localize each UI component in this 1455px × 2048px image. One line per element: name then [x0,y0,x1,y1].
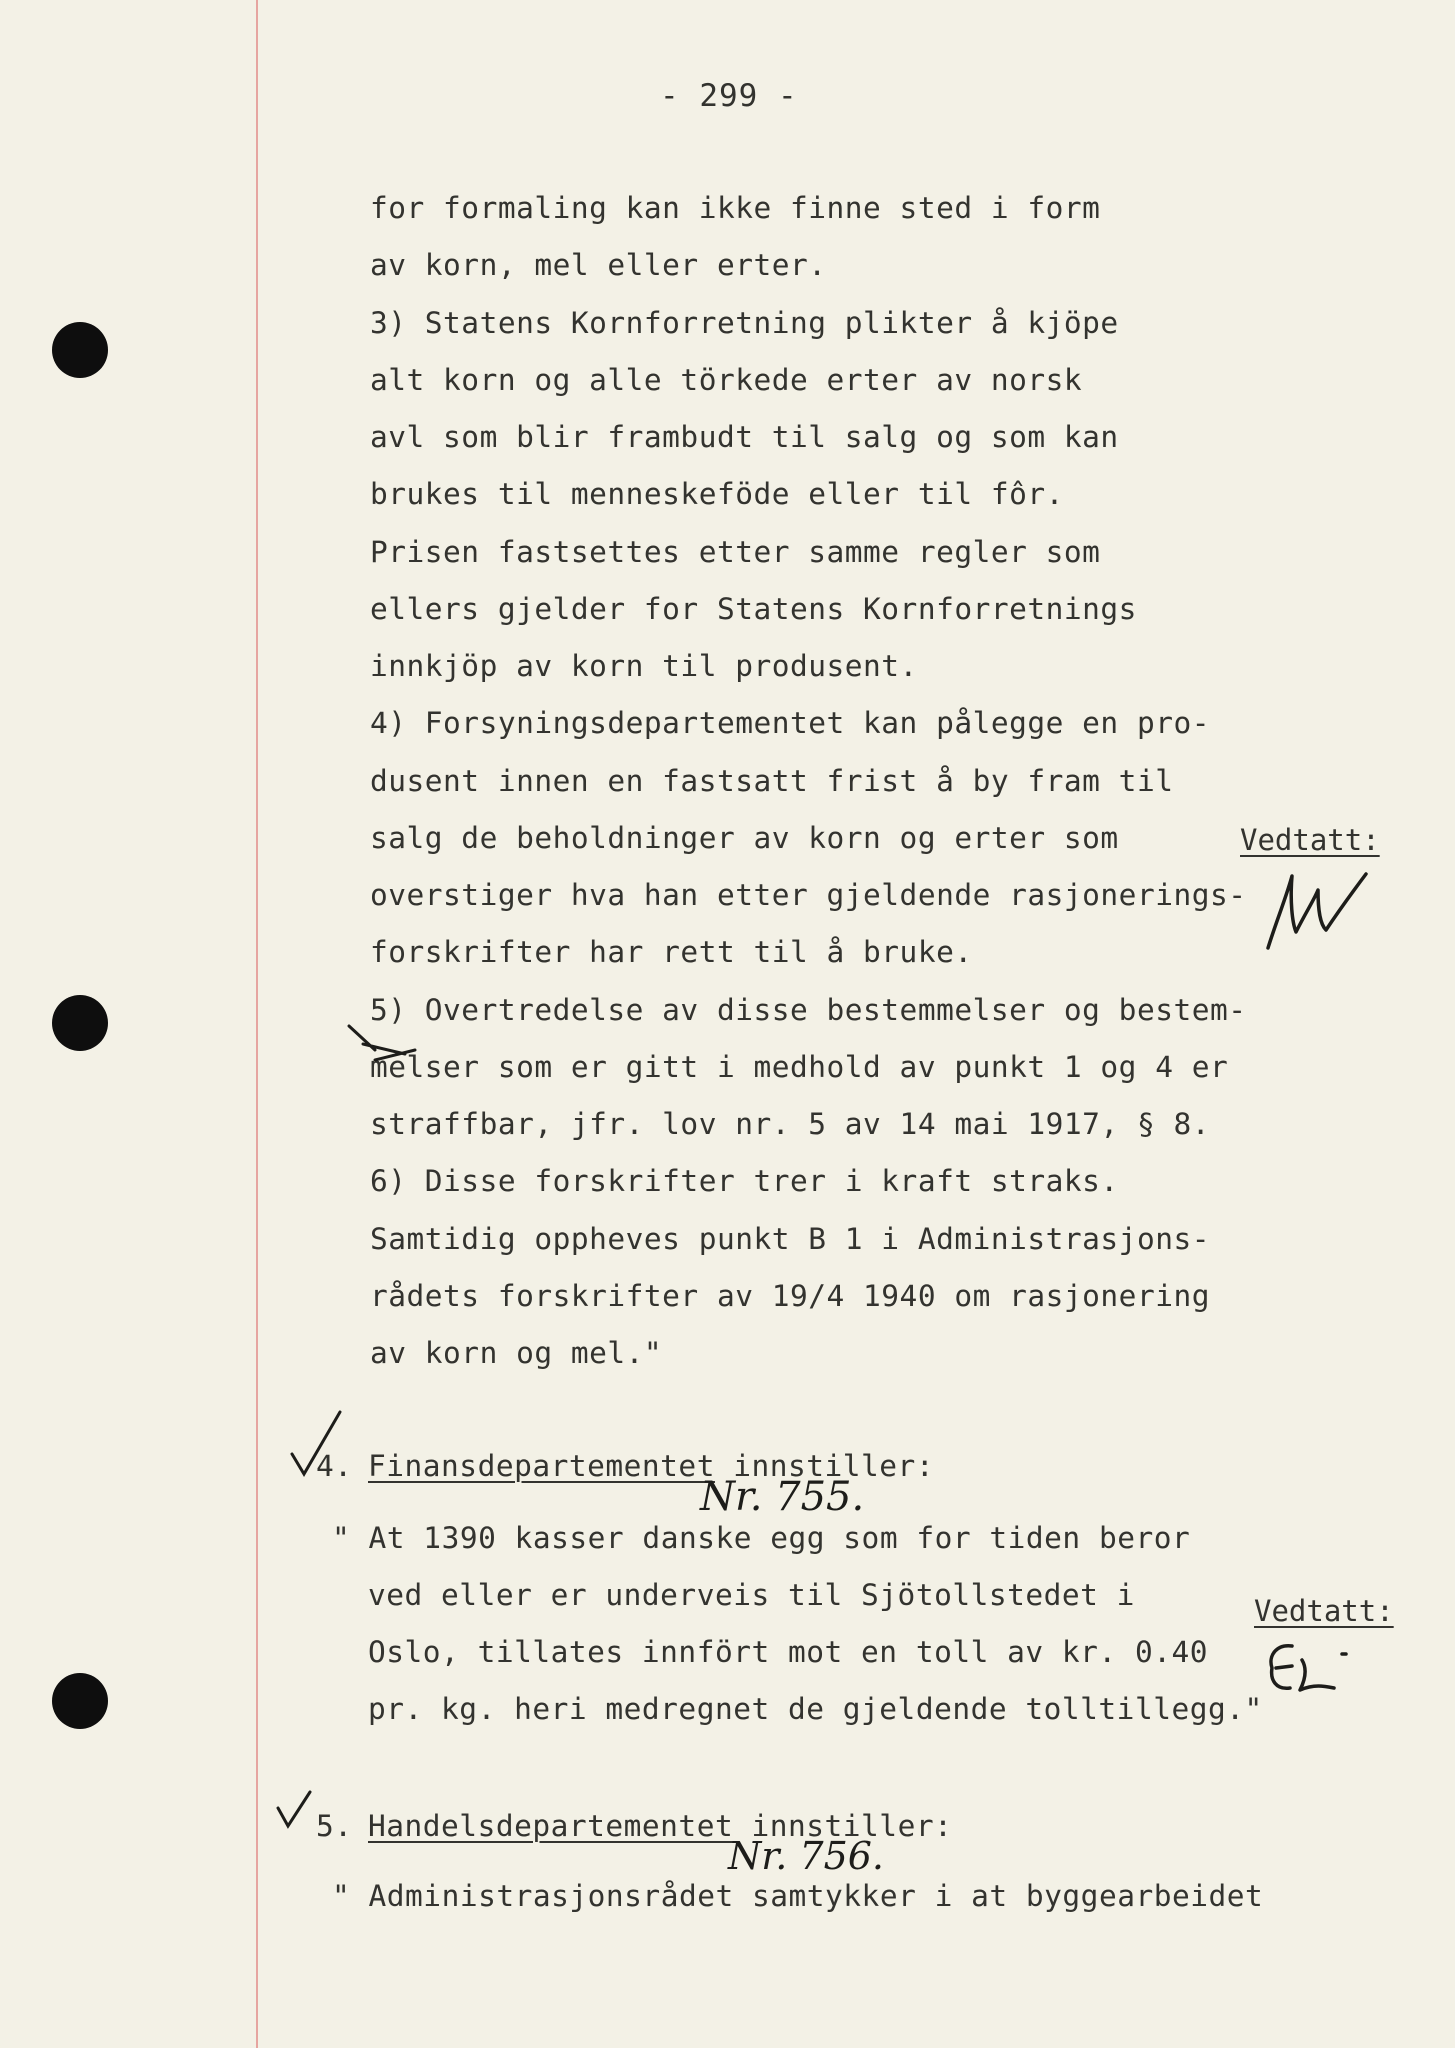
department-name: Handelsdepartementet [368,1809,734,1843]
check-mark-icon [276,1790,312,1830]
punch-hole [52,322,108,378]
handwritten-initials [1262,872,1372,952]
text-line: " At 1390 kasser danske egg som for tiden beror [332,1521,1191,1555]
vedtatt-label: Vedtatt: [1254,1594,1394,1628]
text-line: 4) Forsyningsdepartementet kan pålegge en pro- [370,706,1210,740]
text-line: dusent innen en fastsatt frist å by fram til [370,764,1174,798]
handwritten-case-number: Nr. 756. [728,1834,885,1878]
text-line: overstiger hva han etter gjeldende rasjonerings- [370,878,1247,912]
handwritten-case-number: Nr. 755. [700,1474,865,1520]
heading-verb: innstiller: [733,1809,953,1843]
text-line: Prisen fastsettes etter samme regler som [370,535,1101,569]
text-line: ellers gjelder for Statens Kornforretnings [370,592,1137,626]
text-line: melser som er gitt i medhold av punkt 1 og 4 er [370,1050,1229,1084]
text-line: forskrifter har rett til å bruke. [370,935,973,969]
text-line: for formaling kan ikke finne sted i form [370,191,1101,225]
text-line: pr. kg. heri medregnet de gjeldende tolltillegg." [368,1692,1263,1726]
heading-verb: innstiller: [714,1449,935,1483]
text-line: straffbar, jfr. lov nr. 5 av 14 mai 1917, § 8. [370,1107,1210,1141]
handwritten-initials [1262,1640,1352,1700]
text-line: ved eller er underveis til Sjötollstedet i [368,1578,1135,1612]
text-line: innkjöp av korn til produsent. [370,649,918,683]
text-line: av korn og mel." [370,1336,663,1370]
strike-mark [345,1020,425,1080]
text-line: rådets forskrifter av 19/4 1940 om rasjonering [370,1279,1210,1313]
text-line: brukes til menneskeföde eller til fôr. [370,477,1064,511]
text-line: 6) Disse forskrifter trer i kraft straks. [370,1164,1119,1198]
text-line: alt korn og alle törkede erter av norsk [370,363,1083,397]
vedtatt-label: Vedtatt: [1240,823,1380,857]
text-line: 3) Statens Kornforretning plikter å kjöpe [370,306,1119,340]
text-line: 5) Overtredelse av disse bestemmelser og bestem- [370,993,1247,1027]
item-number: 4. [316,1449,353,1483]
punch-hole [52,1673,108,1729]
text-line: avl som blir frambudt til salg og som kan [370,420,1119,454]
item-number: 5. [316,1809,353,1843]
department-name: Finansdepartementet [368,1449,715,1483]
page-number: - 299 - [660,78,798,114]
text-line: salg de beholdninger av korn og erter som [370,821,1119,855]
text-line: Samtidig oppheves punkt B 1 i Administrasjons- [370,1222,1210,1256]
text-line: " Administrasjonsrådet samtykker i at byggearbeidet [332,1879,1264,1913]
text-line: Oslo, tillates innfört mot en toll av kr. 0.40 [368,1635,1208,1669]
punch-hole [52,995,108,1051]
text-line: av korn, mel eller erter. [370,248,827,282]
margin-line [256,0,258,2048]
